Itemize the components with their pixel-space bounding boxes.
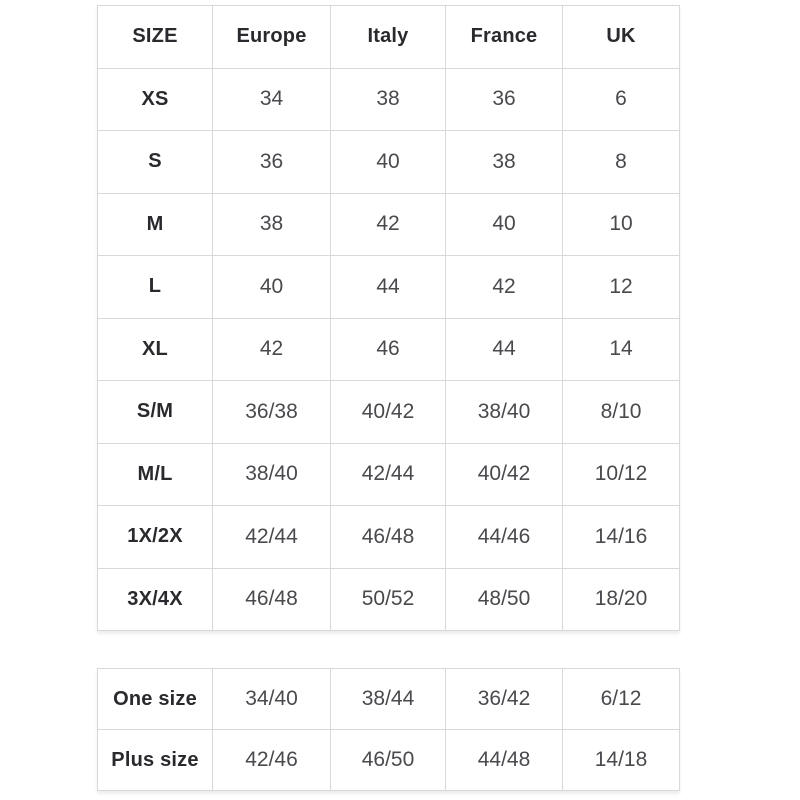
value-cell: 40 xyxy=(446,193,563,256)
value-cell: 36 xyxy=(446,68,563,131)
row-label-cell: M xyxy=(98,193,213,256)
row-label-cell: XL xyxy=(98,318,213,381)
value-cell: 48/50 xyxy=(446,568,563,631)
value-cell: 14 xyxy=(563,318,680,381)
row-label-cell: L xyxy=(98,256,213,319)
row-label-cell: One size xyxy=(98,669,213,730)
value-cell: 46/50 xyxy=(331,730,446,791)
size-table-header xyxy=(98,6,680,69)
value-cell: 6 xyxy=(563,68,680,131)
special-sizes-table-body xyxy=(98,669,680,791)
value-cell: 50/52 xyxy=(331,568,446,631)
value-cell: 40 xyxy=(213,256,331,319)
value-cell: 34/40 xyxy=(213,669,331,730)
value-cell: 10 xyxy=(563,193,680,256)
value-cell: 40/42 xyxy=(331,381,446,444)
value-cell: 8 xyxy=(563,131,680,194)
value-cell: 36 xyxy=(213,131,331,194)
row-label-cell: Plus size xyxy=(98,730,213,791)
row-label-cell: S/M xyxy=(98,381,213,444)
table-row xyxy=(98,443,680,506)
value-cell: 42 xyxy=(446,256,563,319)
value-cell: 10/12 xyxy=(563,443,680,506)
table-row xyxy=(98,568,680,631)
value-cell: 18/20 xyxy=(563,568,680,631)
table-row xyxy=(98,669,680,730)
header-cell: Europe xyxy=(213,6,331,69)
value-cell: 38 xyxy=(331,68,446,131)
value-cell: 42 xyxy=(331,193,446,256)
table-row xyxy=(98,131,680,194)
row-label-cell: M/L xyxy=(98,443,213,506)
value-cell: 42 xyxy=(213,318,331,381)
value-cell: 44/48 xyxy=(446,730,563,791)
value-cell: 36/38 xyxy=(213,381,331,444)
row-label-cell: S xyxy=(98,131,213,194)
table-row xyxy=(98,730,680,791)
value-cell: 38/44 xyxy=(331,669,446,730)
value-cell: 14/16 xyxy=(563,506,680,569)
value-cell: 46/48 xyxy=(213,568,331,631)
value-cell: 42/44 xyxy=(213,506,331,569)
value-cell: 44/46 xyxy=(446,506,563,569)
value-cell: 38/40 xyxy=(446,381,563,444)
value-cell: 34 xyxy=(213,68,331,131)
table-row xyxy=(98,68,680,131)
header-row xyxy=(98,6,680,69)
value-cell: 12 xyxy=(563,256,680,319)
value-cell: 38 xyxy=(213,193,331,256)
row-label-cell: 1X/2X xyxy=(98,506,213,569)
table-row xyxy=(98,318,680,381)
table-row xyxy=(98,256,680,319)
value-cell: 44 xyxy=(446,318,563,381)
value-cell: 38/40 xyxy=(213,443,331,506)
value-cell: 44 xyxy=(331,256,446,319)
value-cell: 36/42 xyxy=(446,669,563,730)
value-cell: 46 xyxy=(331,318,446,381)
header-cell: UK xyxy=(563,6,680,69)
size-table-body xyxy=(98,68,680,631)
special-sizes-table xyxy=(97,668,680,791)
value-cell: 6/12 xyxy=(563,669,680,730)
row-label-cell: 3X/4X xyxy=(98,568,213,631)
header-cell: Italy xyxy=(331,6,446,69)
value-cell: 40 xyxy=(331,131,446,194)
value-cell: 40/42 xyxy=(446,443,563,506)
value-cell: 14/18 xyxy=(563,730,680,791)
size-conversion-table xyxy=(97,5,680,631)
value-cell: 42/44 xyxy=(331,443,446,506)
value-cell: 46/48 xyxy=(331,506,446,569)
value-cell: 8/10 xyxy=(563,381,680,444)
table-row xyxy=(98,193,680,256)
table-row xyxy=(98,506,680,569)
row-label-cell: XS xyxy=(98,68,213,131)
header-cell: SIZE xyxy=(98,6,213,69)
value-cell: 38 xyxy=(446,131,563,194)
value-cell: 42/46 xyxy=(213,730,331,791)
table-row xyxy=(98,381,680,444)
header-cell: France xyxy=(446,6,563,69)
